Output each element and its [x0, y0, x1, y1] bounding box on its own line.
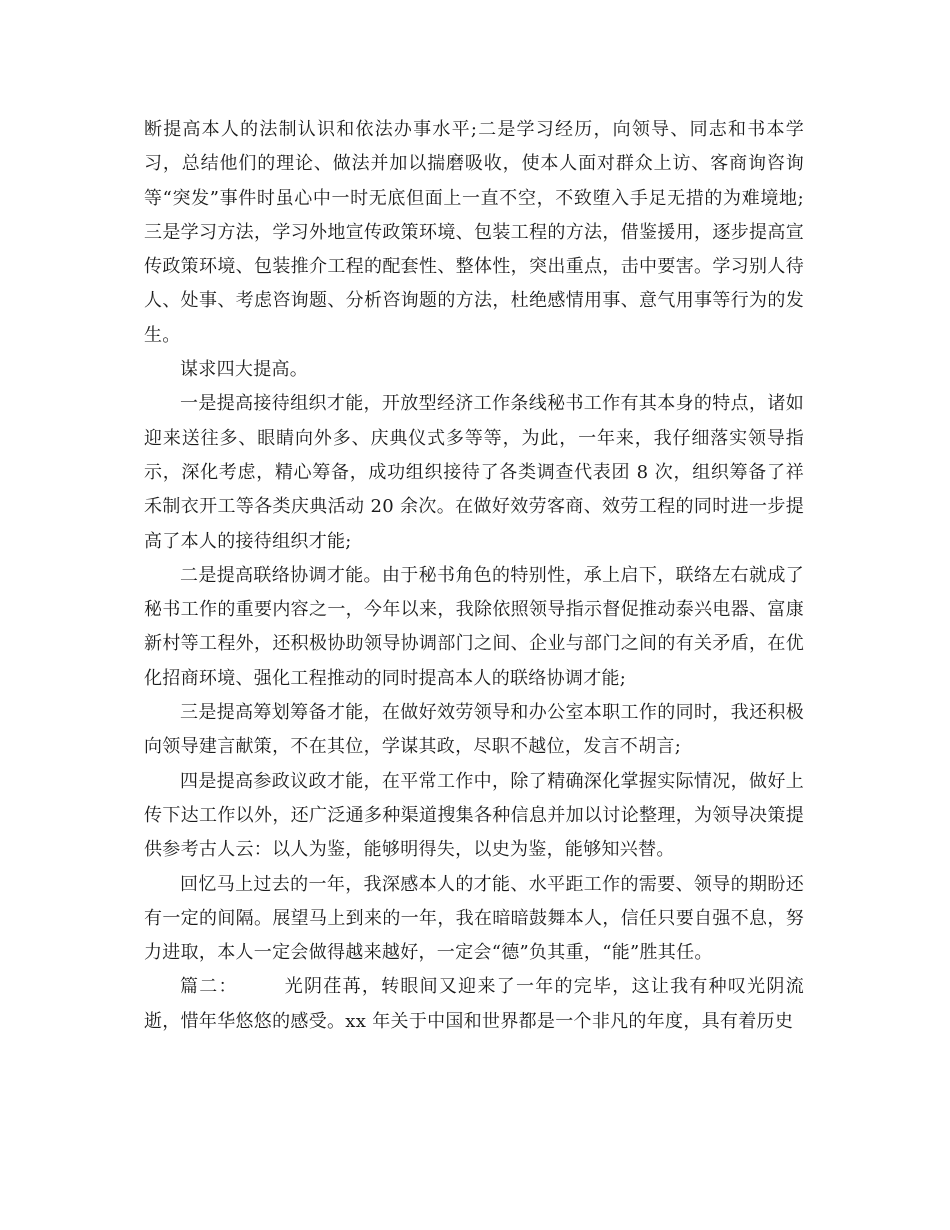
paragraph-7: 回忆马上过去的一年，我深感本人的才能、水平距工作的需要、领导的期盼还有一定的间隔。展望马上到来的一年，我在暗暗鼓舞本人，信任只要自强不息，努力进取，本人一定会做得越来越好，一定会“德”负其重，“能”胜其任。 [144, 873, 804, 964]
document-body [144, 113, 804, 1039]
section-text: 光阴荏苒，转眼间又迎来了一年的完毕，这让我有种叹光阴流逝，惜年华悠悠的感受。xx 年关于中国和世界都是一个非凡的年度，具有着历史 [144, 976, 804, 1032]
paragraph-3: 一是提高接待组织才能，开放型经济工作条线秘书工作有其本身的特点，诸如迎来送往多、眼睛向外多、庆典仪式多等等，为此，一年来，我仔细落实领导指示，深化考虑，精心筹备，成功组织接待了各类调查代表团 8 次，组织筹备了祥禾制衣开工等各类庆典活动 20 余次。在做好效劳客商、效劳工程的同时进一步提高了本人的接待组织才能; [144, 393, 804, 552]
paragraph-2: 谋求四大提高。 [180, 359, 309, 381]
paragraph-5: 三是提高筹划筹备才能，在做好效劳领导和办公室本职工作的同时，我还积极向领导建言献策，不在其位，学谋其政，尽职不越位，发言不胡言; [144, 702, 804, 758]
paragraph-1: 断提高本人的法制认识和依法办事水平;二是学习经历，向领导、同志和书本学习，总结他们的理论、做法并加以揣磨吸收，使本人面对群众上访、客商询咨询等“突发”事件时虽心中一时无底但面上一直不空，不致堕入手足无措的为难境地;三是学习方法，学习外地宣传政策环境、包装工程的方法，借鉴援用，逐步提高宣传政策环境、包装推介工程的配套性、整体性，突出重点，击中要害。学习别人待人、处事、考虑咨询题、分析咨询题的方法，杜绝感情用事、意气用事等行为的发生。 [144, 119, 804, 346]
section-label: 篇二： [180, 976, 238, 998]
paragraph-4: 二是提高联络协调才能。由于秘书角色的特别性，承上启下，联络左右就成了秘书工作的重要内容之一，今年以来，我除依照领导指示督促推动泰兴电器、富康新村等工程外，还积极协助领导协调部门之间、企业与部门之间的有关矛盾，在优化招商环境、强化工程推动的同时提高本人的联络协调才能; [144, 564, 804, 689]
paragraph-8 [144, 970, 804, 1039]
paragraph-6: 四是提高参政议政才能，在平常工作中，除了精确深化掌握实际情况，做好上传下达工作以外，还广泛通多种渠道搜集各种信息并加以讨论整理，为领导决策提供参考古人云：以人为鉴，能够明得失，以史为鉴，能够知兴替。 [144, 770, 804, 861]
